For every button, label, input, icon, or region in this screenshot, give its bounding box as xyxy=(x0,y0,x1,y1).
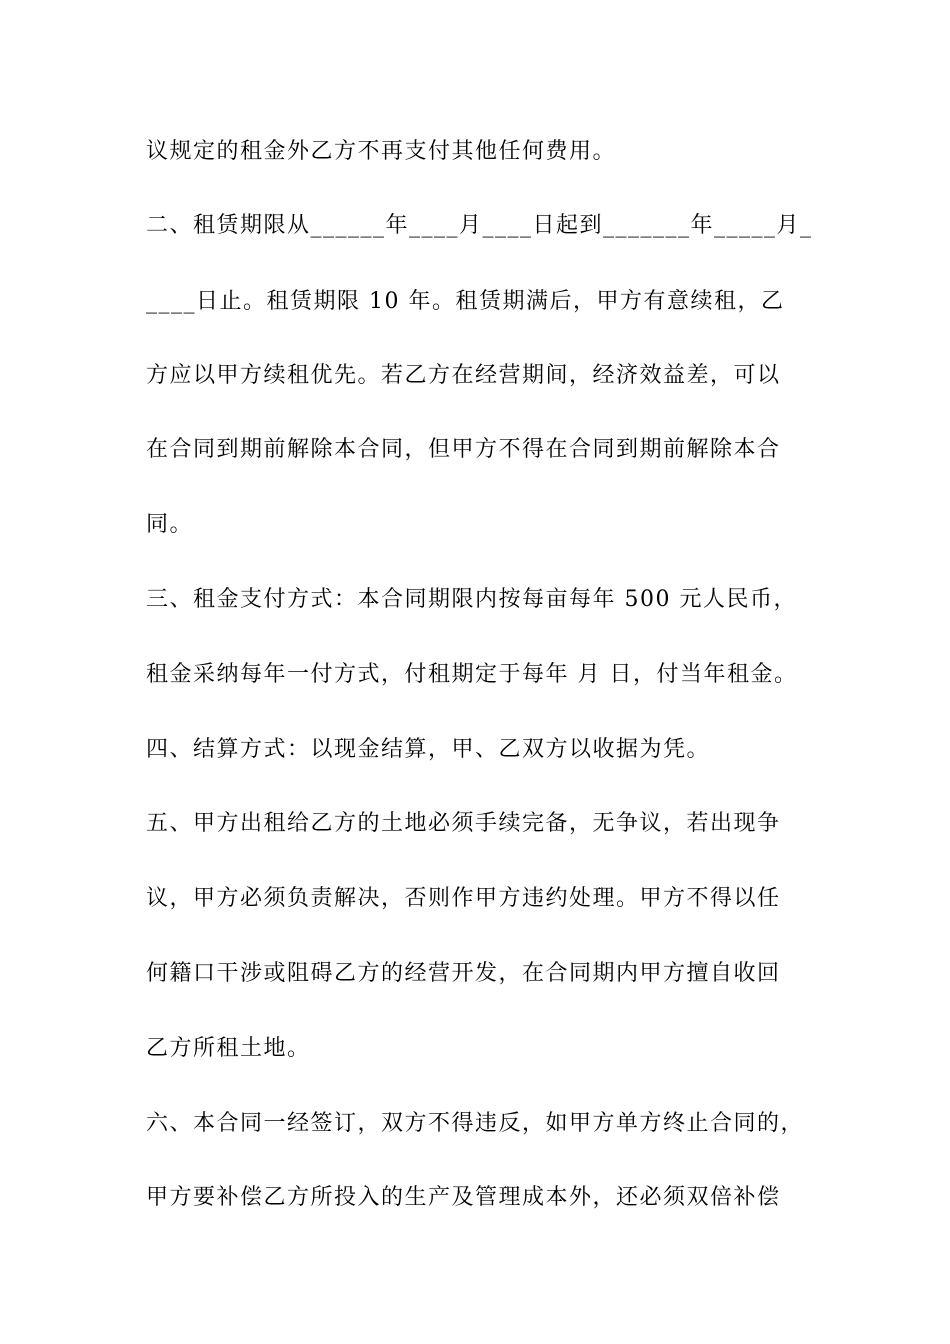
text-line: 三、租金支付方式：本合同期限内按每亩每年 500 元人民币， xyxy=(146,587,797,612)
text-line: 六、本合同一经签订，双方不得违反，如甲方单方终止合同的， xyxy=(146,1111,805,1136)
text-line: 五、甲方出租给乙方的土地必须手续完备，无争议，若出现争 xyxy=(146,811,781,836)
text-line: 四、结算方式：以现金结算，甲、乙双方以收据为凭。 xyxy=(146,737,711,762)
text-line: 何籍口干涉或阻碍乙方的经营开发，在合同期内甲方擅自收回 xyxy=(146,961,781,986)
text-line: 在合同到期前解除本合同，但甲方不得在合同到期前解除本合 xyxy=(146,437,781,462)
text-line: 乙方所租土地。 xyxy=(146,1036,311,1061)
text-line: 方应以甲方续租优先。若乙方在经营期间，经济效益差，可以 xyxy=(146,363,781,388)
text-line: 议，甲方必须负责解决，否则作甲方违约处理。甲方不得以任 xyxy=(146,886,781,911)
text-line: 甲方要补偿乙方所投入的生产及管理成本外，还必须双倍补偿 xyxy=(146,1185,781,1210)
text-line: ____日止。租赁期限 10 年。租赁期满后，甲方有意续租，乙 xyxy=(146,289,785,314)
text-line: 租金采纳每年一付方式，付租期定于每年 月 日，付当年租金。 xyxy=(146,662,798,687)
text-line: 议规定的租金外乙方不再支付其他任何费用。 xyxy=(146,139,617,164)
text-line: 二、租赁期限从______年____月____日起到_______年_____月_ xyxy=(146,213,813,238)
text-line: 同。 xyxy=(146,512,194,537)
